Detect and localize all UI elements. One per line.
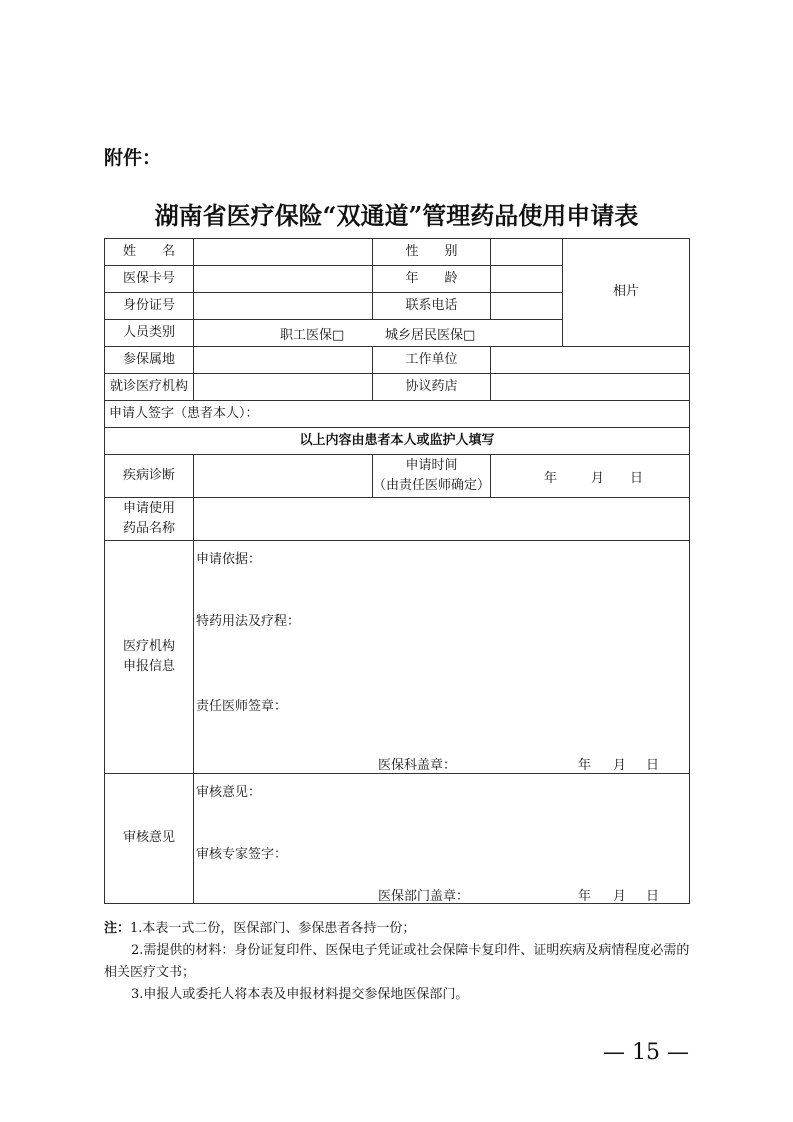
form-title: 湖南省医疗保险“双通道”管理药品使用申请表 [154,201,639,230]
stamp-year: 年 [578,758,592,773]
institution-info-label [104,540,194,774]
pharmacy-field[interactable] [490,373,690,401]
basis-label: 申请依据： [196,552,262,567]
age-label: 年 龄 [372,265,491,293]
gender-field[interactable] [490,238,563,266]
apply-year: 年 [544,471,558,486]
apply-time-label-line1: 申请时间 [405,457,458,473]
institution-label-line2: 申报信息 [122,659,175,674]
hospital-field[interactable] [193,373,373,401]
employer-field[interactable] [490,346,690,374]
id-label: 身份证号 [104,292,194,320]
id-field[interactable] [193,292,373,320]
hospital-label: 就诊医疗机构 [104,373,194,401]
doctor-signature-label: 责任医师签章： [196,699,288,714]
category-field [193,319,563,347]
review-opinion-label: 审核意见： [196,785,262,800]
stamp-day: 日 [646,758,660,773]
card-field[interactable] [193,265,373,293]
apply-month: 月 [591,471,605,486]
review-year: 年 [578,889,592,904]
name-label: 姓 名 [104,238,194,266]
notes [104,918,694,1006]
category-label: 人员类别 [104,319,194,347]
review-day: 日 [646,889,660,904]
pharmacy-label: 协议药店 [372,373,491,401]
expert-signature-label: 审核专家签字： [196,847,288,862]
usage-label: 特药用法及疗程： [196,614,301,629]
notes-prefix: 注： [104,921,131,936]
phone-label: 联系电话 [372,292,491,320]
insurance-dept-stamp-label: 医保科盖章： [378,758,457,773]
insured-place-field[interactable] [193,346,373,374]
drug-name-label [104,497,194,541]
photo-box: 相片 [562,238,690,347]
institution-info-field[interactable] [193,540,690,774]
card-label: 医保卡号 [104,265,194,293]
note-3: 3.申报人或委托人将本表及申报材料提交参保地医保部门。 [131,987,469,1002]
gender-label: 性 别 [372,238,491,266]
review-label: 审核意见 [104,773,194,904]
note-2: 2.需提供的材料：身份证复印件、医保电子凭证或社会保障卡复印件、证明疾病及病情程度必需的相关医疗文书； [104,943,690,980]
diagnosis-field[interactable] [193,454,373,498]
employer-label: 工作单位 [372,346,491,374]
stamp-month: 月 [613,758,627,773]
attachment-label: 附件： [104,147,162,169]
review-month: 月 [613,889,627,904]
age-field[interactable] [490,265,563,293]
diagnosis-label: 疾病诊断 [104,454,194,498]
name-field[interactable] [193,238,373,266]
patient-fill-note: 以上内容由患者本人或监护人填写 [104,427,690,455]
drug-name-label-line1: 申请使用 [122,500,175,516]
category-employee-checkbox[interactable]: 职工医保□ [280,328,345,343]
apply-day: 日 [630,471,644,486]
bureau-stamp-label: 医保部门盖章： [378,889,470,904]
insured-place-label: 参保属地 [104,346,194,374]
apply-time-field[interactable] [490,454,690,498]
apply-time-label [372,454,491,498]
phone-field[interactable] [490,292,563,320]
drug-name-label-line2: 药品名称 [122,521,175,536]
applicant-signature-field[interactable]: 申请人签字（患者本人）： [104,400,690,428]
apply-time-label-line2: （由责任医师确定） [373,478,491,493]
institution-label-line1: 医疗机构 [122,638,175,654]
page-number: — 15 — [603,1040,689,1065]
category-resident-checkbox[interactable]: 城乡居民医保□ [385,328,476,343]
drug-name-field[interactable] [193,497,690,541]
note-1: 1.本表一式二份，医保部门、参保患者各持一份； [130,921,416,936]
